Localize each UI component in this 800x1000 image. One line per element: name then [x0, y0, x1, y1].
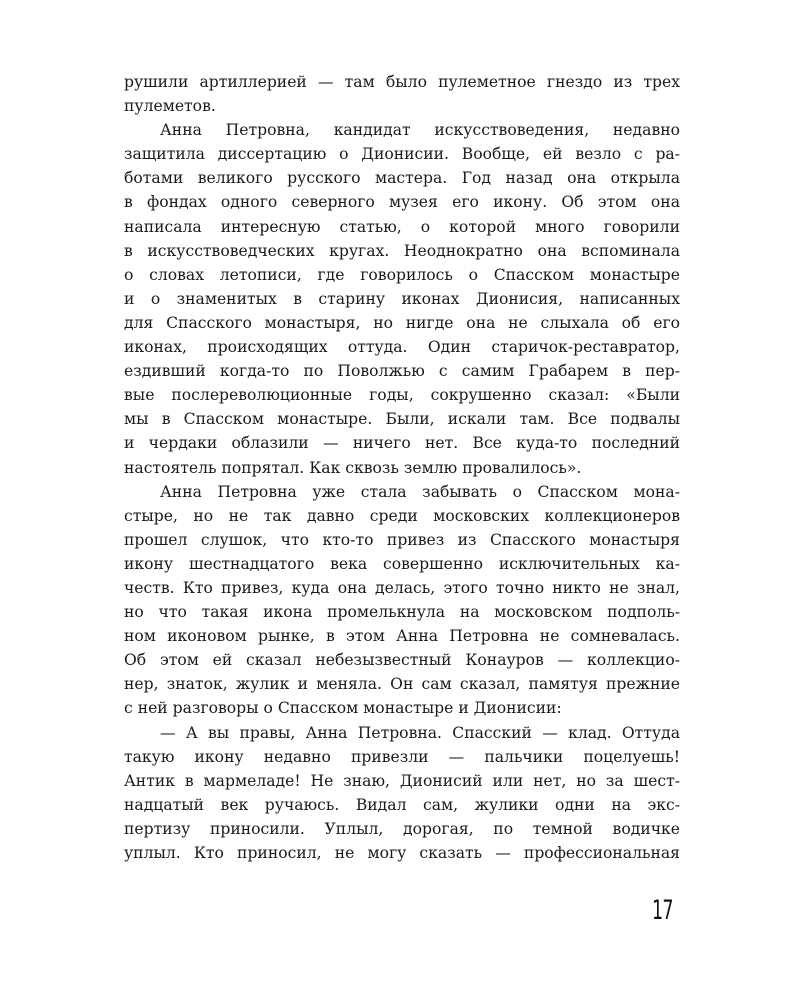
text-line: мы в Спасском монастыре. Были, искали там. Все подвалы: [124, 410, 680, 429]
text-line: в фондах одного северного музея его икону. Об этом она: [124, 193, 680, 212]
text-line: такую икону недавно привезли — пальчики поцелуешь!: [124, 747, 680, 766]
text-line: Антик в мармеладе! Не знаю, Дионисий или нет, но за шест-: [124, 771, 680, 790]
text-line: написала интересную статью, о которой много говорили: [124, 217, 680, 236]
text-line: с ней разговоры о Спасском монастыре и Дионисии:: [124, 699, 562, 718]
text-line: Анна Петровна уже стала забывать о Спасском мона-: [160, 482, 680, 501]
text-line: защитила диссертацию о Дионисии. Вообще, ей везло с ра-: [124, 145, 680, 164]
text-line: Анна Петровна, кандидат искусствоведения, недавно: [160, 121, 680, 140]
text-line: вые послереволюционные годы, сокрушенно сказал: «Были: [124, 386, 680, 405]
text-line: стыре, но не так давно среди московских коллекционеров: [124, 506, 680, 525]
page-number: 17: [652, 895, 673, 926]
text-line: рушили артиллерией — там было пулеметное гнездо из трех: [124, 73, 680, 91]
text-line: иконах, происходящих оттуда. Один старичок-реставратор,: [124, 338, 680, 357]
text-line: в искусствоведческих кругах. Неоднократно она вспоминала: [124, 241, 680, 260]
text-line: Об этом ей сказал небезызвестный Конауров — коллекцио-: [124, 651, 680, 670]
text-line: но что такая икона промелькнула на московском подполь-: [124, 603, 680, 622]
text-line: прошел слушок, что кто-то привез из Спасского монастыря: [124, 530, 680, 549]
text-line: ботами великого русского мастера. Год назад она открыла: [124, 169, 680, 188]
text-line: и чердаки облазили — ничего нет. Все куда-то последний: [124, 434, 680, 453]
text-line: пертизу приносили. Уплыл, дорогая, по темной водичке: [124, 819, 680, 838]
text-line: для Спасского монастыря, но нигде она не слыхала об его: [124, 313, 680, 332]
text-line: честв. Кто привез, куда она делась, этого точно никто не знал,: [124, 578, 680, 597]
text-line: — А вы правы, Анна Петровна. Спасский — клад. Оттуда: [160, 723, 680, 742]
text-line: настоятель попрятал. Как сквозь землю провалилось».: [124, 458, 582, 477]
text-line: надцатый век ручаюсь. Видал сам, жулики одни на экс-: [124, 795, 680, 814]
text-line: уплыл. Кто приносил, не могу сказать — профессиональная: [124, 844, 680, 862]
text-line: пулеметов.: [124, 97, 216, 116]
body-text: [124, 70, 680, 865]
text-line: и о знаменитых в старину иконах Дионисия, написанных: [124, 289, 680, 308]
text-line: о словах летописи, где говорилось о Спасском монастыре: [124, 265, 680, 284]
text-line: икону шестнадцатого века совершенно исключительных ка-: [124, 554, 680, 573]
text-line: ездивший когда-то по Поволжью с самим Грабарем в пер-: [124, 362, 680, 381]
text-line: ном иконовом рынке, в этом Анна Петровна не сомневалась.: [124, 627, 680, 646]
text-line: нер, знаток, жулик и меняла. Он сам сказал, памятуя прежние: [124, 675, 680, 694]
